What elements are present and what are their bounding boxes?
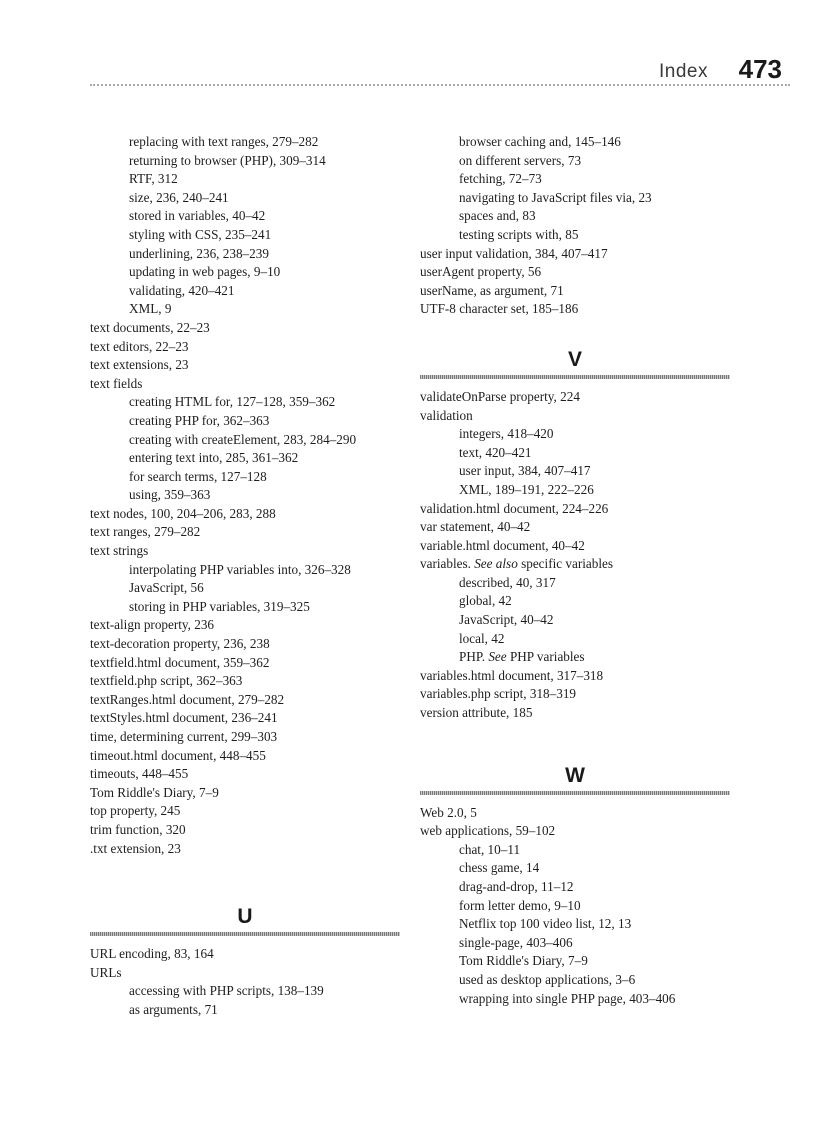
index-subentry: integers, 418–420 bbox=[459, 426, 554, 442]
index-entry: validateOnParse property, 224 bbox=[420, 388, 580, 404]
index-entry: text-decoration property, 236, 238 bbox=[90, 636, 270, 652]
index-entry: web applications, 59–102 bbox=[420, 823, 556, 839]
index-subentry: global, 42 bbox=[459, 593, 512, 609]
see-also-reference: See also bbox=[474, 556, 518, 572]
index-subentry: described, 40, 317 bbox=[459, 574, 556, 590]
index-subentry: storing in PHP variables, 319–325 bbox=[129, 598, 310, 614]
index-subentry: XML, 9 bbox=[129, 301, 172, 317]
index-subentry: styling with CSS, 235–241 bbox=[129, 226, 272, 242]
index-subentry: RTF, 312 bbox=[129, 171, 178, 187]
index-subentry: user input, 384, 407–417 bbox=[459, 463, 591, 479]
index-column-left bbox=[90, 133, 400, 1020]
index-entry: var statement, 40–42 bbox=[420, 519, 531, 535]
index-entry: variables.html document, 317–318 bbox=[420, 667, 604, 683]
index-subentry: used as desktop applications, 3–6 bbox=[459, 971, 636, 987]
index-subentry: chat, 10–11 bbox=[459, 841, 521, 857]
index-entry-variables bbox=[420, 555, 730, 574]
index-subentry: wrapping into single PHP page, 403–406 bbox=[459, 990, 676, 1006]
index-subentry: as arguments, 71 bbox=[129, 1001, 218, 1017]
index-entry: URL encoding, 83, 164 bbox=[90, 946, 214, 962]
index-entry: textStyles.html document, 236–241 bbox=[90, 710, 278, 726]
index-subentry: fetching, 72–73 bbox=[459, 171, 542, 187]
index-subentry-php bbox=[420, 648, 730, 667]
index-entry: timeouts, 448–455 bbox=[90, 766, 189, 782]
index-entry: top property, 245 bbox=[90, 803, 181, 819]
section-rule bbox=[420, 375, 730, 379]
index-subentry: single-page, 403–406 bbox=[459, 934, 573, 950]
index-subentry: for search terms, 127–128 bbox=[129, 468, 267, 484]
index-entry: user input validation, 384, 407–417 bbox=[420, 245, 608, 261]
index-subentry: spaces and, 83 bbox=[459, 208, 536, 224]
section-letter: V bbox=[567, 347, 582, 371]
section-rule bbox=[420, 791, 730, 795]
index-subentry: stored in variables, 40–42 bbox=[129, 208, 266, 224]
index-subentry: entering text into, 285, 361–362 bbox=[129, 450, 299, 466]
index-subentry: drag-and-drop, 11–12 bbox=[459, 879, 574, 894]
page-number: 473 bbox=[738, 54, 782, 84]
section-heading-v bbox=[420, 347, 730, 379]
index-subentry: size, 236, 240–241 bbox=[129, 189, 229, 205]
index-entry: Tom Riddle's Diary, 7–9 bbox=[90, 784, 219, 800]
index-entry: text editors, 22–23 bbox=[90, 338, 189, 354]
index-subentry: JavaScript, 56 bbox=[129, 580, 204, 596]
index-entry: trim function, 320 bbox=[90, 821, 186, 837]
index-subentry: local, 42 bbox=[459, 630, 505, 646]
section-heading-u bbox=[90, 904, 400, 936]
entry-text: variables. bbox=[420, 556, 475, 572]
index-entry: text ranges, 279–282 bbox=[90, 524, 201, 540]
index-subentry: accessing with PHP scripts, 138–139 bbox=[129, 983, 324, 999]
index-column-right bbox=[420, 133, 730, 1008]
index-entry: version attribute, 185 bbox=[420, 705, 533, 721]
index-entry: variable.html document, 40–42 bbox=[420, 537, 585, 553]
index-entry: URLs bbox=[90, 964, 122, 980]
index-entry: .txt extension, 23 bbox=[90, 840, 181, 856]
index-subentry: XML, 189–191, 222–226 bbox=[459, 481, 594, 497]
index-entry: text-align property, 236 bbox=[90, 617, 215, 633]
page-header bbox=[90, 52, 790, 86]
index-entry: timeout.html document, 448–455 bbox=[90, 747, 266, 763]
index-subentry: validating, 420–421 bbox=[129, 282, 235, 298]
index-entry: textfield.html document, 359–362 bbox=[90, 654, 270, 670]
index-subentry: underlining, 236, 238–239 bbox=[129, 245, 269, 261]
index-subentry: updating in web pages, 9–10 bbox=[129, 264, 281, 280]
index-subentry: testing scripts with, 85 bbox=[459, 226, 579, 242]
index-entry: userAgent property, 56 bbox=[420, 264, 542, 280]
index-entry: time, determining current, 299–303 bbox=[90, 729, 278, 744]
section-letter: U bbox=[237, 905, 253, 929]
index-subentry: creating HTML for, 127–128, 359–362 bbox=[129, 394, 336, 410]
entry-text: PHP. bbox=[459, 649, 489, 665]
entry-text: specific variables bbox=[517, 556, 613, 572]
index-subentry: text, 420–421 bbox=[459, 444, 532, 460]
index-entry: validation bbox=[420, 407, 473, 423]
index-entry: variables.php script, 318–319 bbox=[420, 686, 577, 702]
index-subentry: Tom Riddle's Diary, 7–9 bbox=[459, 953, 588, 969]
index-subentry: chess game, 14 bbox=[459, 860, 540, 876]
index-entry: text nodes, 100, 204–206, 283, 288 bbox=[90, 505, 276, 521]
section-letter: W bbox=[565, 763, 585, 787]
index-entry: userName, as argument, 71 bbox=[420, 282, 564, 298]
index-entry: validation.html document, 224–226 bbox=[420, 500, 609, 516]
index-subentry: navigating to JavaScript files via, 23 bbox=[459, 189, 652, 205]
index-subentry: JavaScript, 40–42 bbox=[459, 612, 554, 628]
index-subentry: using, 359–363 bbox=[129, 487, 211, 503]
index-subentry: returning to browser (PHP), 309–314 bbox=[129, 152, 326, 168]
index-subentry: creating PHP for, 362–363 bbox=[129, 412, 270, 428]
entry-text: PHP variables bbox=[506, 649, 585, 665]
section-rule bbox=[90, 932, 400, 936]
index-entry: textRanges.html document, 279–282 bbox=[90, 691, 285, 707]
running-head-label: Index bbox=[659, 61, 708, 82]
index-entry: text extensions, 23 bbox=[90, 357, 189, 373]
section-heading-w bbox=[420, 763, 730, 795]
index-entry: text fields bbox=[90, 375, 143, 391]
index-subentry: replacing with text ranges, 279–282 bbox=[129, 134, 319, 149]
index-entry: Web 2.0, 5 bbox=[420, 804, 477, 820]
index-subentry: interpolating PHP variables into, 326–328 bbox=[129, 561, 351, 577]
index-subentry: form letter demo, 9–10 bbox=[459, 897, 581, 913]
index-subentry: on different servers, 73 bbox=[459, 152, 582, 168]
index-entry: text strings bbox=[90, 543, 149, 559]
index-subentry: Netflix top 100 video list, 12, 13 bbox=[459, 916, 632, 932]
index-subentry: browser caching and, 145–146 bbox=[459, 134, 621, 149]
index-entry: text documents, 22–23 bbox=[90, 319, 210, 335]
index-entry: UTF-8 character set, 185–186 bbox=[420, 301, 579, 317]
index-subentry: creating with createElement, 283, 284–290 bbox=[129, 431, 357, 447]
index-entry: textfield.php script, 362–363 bbox=[90, 673, 243, 689]
see-reference: See bbox=[488, 649, 507, 665]
